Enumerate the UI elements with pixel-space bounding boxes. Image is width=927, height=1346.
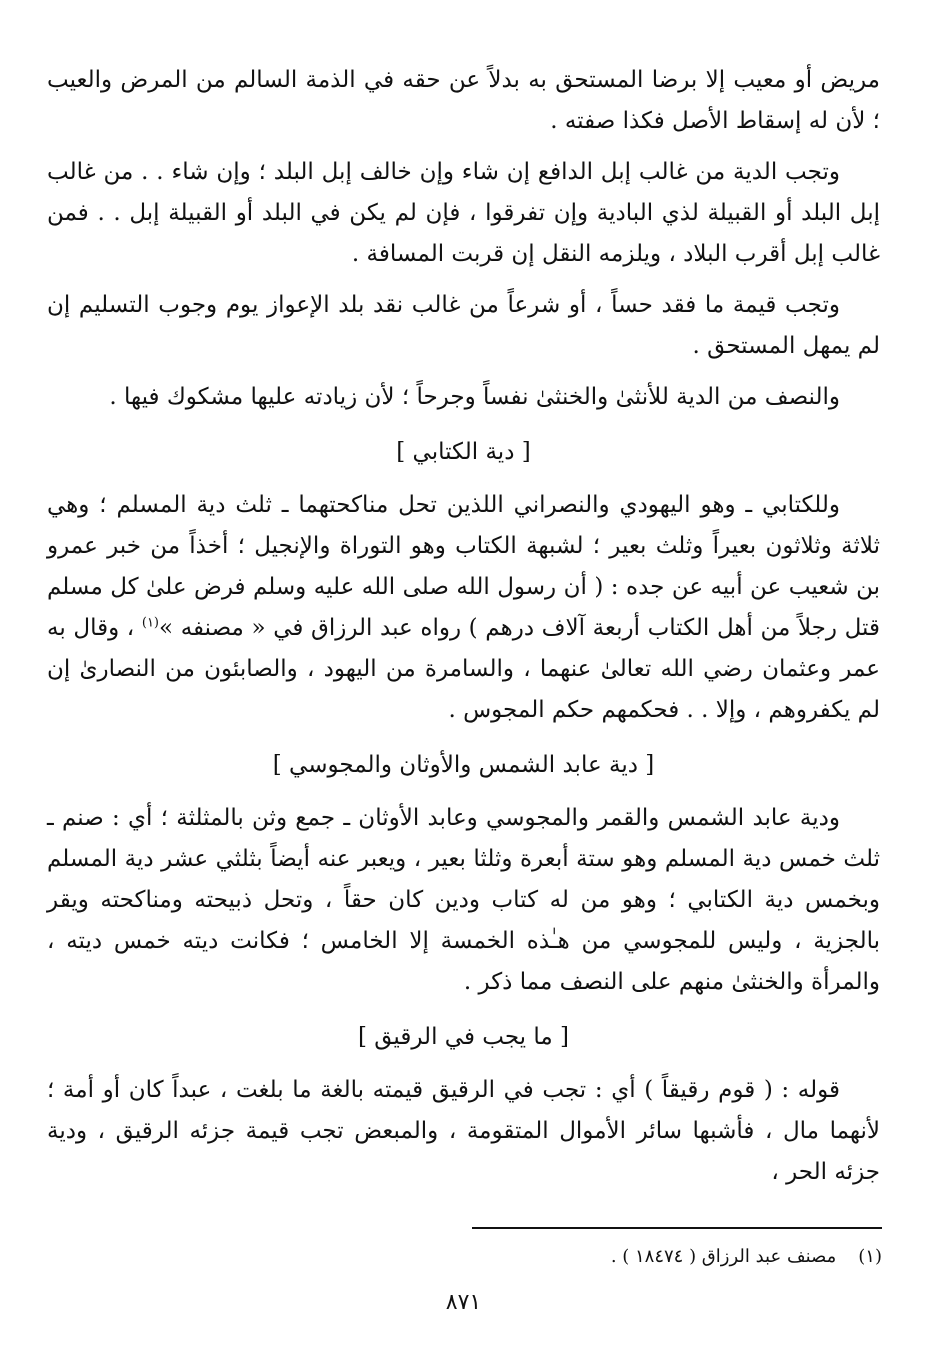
paragraph: مريض أو معيب إلا برضا المستحق به بدلاً عن حقه في الذمة السالم من المرض والعيب ؛ لأن له إسقاط الأصل فكذا صفته . [47,67,880,134]
section-heading-raqiq: [ ما يجب في الرقيق ] [357,1024,570,1050]
section-heading-majusi: [ دية عابد الشمس والأوثان والمجوسي ] [272,752,655,778]
paragraph: والنصف من الدية للأنثىٰ والخنثىٰ نفساً وجرحاً ؛ لأن زيادته عليها مشكوك فيها . [109,384,840,410]
paragraph-raqiq: قوله : ( قوم رقيقاً ) أي : تجب في الرقيق قيمته بالغة ما بلغت ، عبداً كان أو أمة ؛ لأنهما مال ، فأشبها سائر الأموال المتقومة ، والمبعض تجب قيمة جزئه الرقيق ، ودية جزئه الحر ، [47,1077,880,1185]
kitabi-text-end: ، وقال به عمر وعثمان رضي الله تعالىٰ عنهما ، والسامرة من اليهود ، والصابئون من النصارىٰ إن لم يكفروهم ، وإلا . . فحكمهم حكم المجوس . [47,615,880,723]
footnote-divider [472,1227,882,1229]
footnote-text: مصنف عبد الرزاق ( ١٨٤٧٤ ) . [610,1246,837,1267]
footnote [611,1242,882,1272]
section-heading-kitabi: [ دية الكتابي ] [396,439,531,465]
page-number: ٨٧١ [445,1290,482,1315]
paragraph-kitabi [47,485,880,731]
footnote-reference: (١) [141,615,159,631]
paragraph: وتجب قيمة ما فقد حساً ، أو شرعاً من غالب نقد بلد الإعواز يوم وجوب التسليم إن لم يمهل المستحق . [47,292,880,359]
footnote-number: (١) [858,1246,882,1267]
paragraph-majusi: ودية عابد الشمس والقمر والمجوسي وعابد الأوثان ـ جمع وثن بالمثلثة ؛ أي : صنم ـ ثلث خمس دية المسلم وهو ستة أبعرة وثلثا بعير ، ويعبر عنه أيضاً بثلثي عشر دية المسلم وبخمس دية الكتابي ؛ وهو من له كتاب ودين كان حقاً ، وتحل ذبيحته ومناكحته ويقر بالجزية ، وليس للمجوسي من هـٰذه الخمسة إلا الخامس ؛ فكانت ديته خمس ديته ، والمرأة والخنثىٰ منهم على النصف مما ذكر . [47,805,880,995]
kitabi-text-start: وللكتابي ـ وهو اليهودي والنصراني اللذين تحل مناكحتهما ـ ثلث دية المسلم ؛ وهي ثلاثة وثلاثون بعيراً وثلث بعير ؛ لشبهة الكتاب وهو التوراة والإنجيل ؛ أخذاً من خبر عمرو بن شعيب عن أبيه عن جده : ( أن رسول الله صلى الله عليه وسلم فرض علىٰ كل مسلم قتل رجلاً من أهل الكتاب أربعة آلاف درهم ) رواه عبد الرزاق في « مصنفه » [47,492,880,641]
page-body [47,60,880,1193]
paragraph: وتجب الدية من غالب إبل الدافع إن شاء وإن خالف إبل البلد ؛ وإن شاء . . من غالب إبل البلد أو القبيلة لذي البادية وإن تفرقوا ، فإن لم يكن في البلد أو القبيلة إبل . . فمن غالب إبل أقرب البلاد ، ويلزمه النقل إن قربت المسافة . [47,159,880,267]
